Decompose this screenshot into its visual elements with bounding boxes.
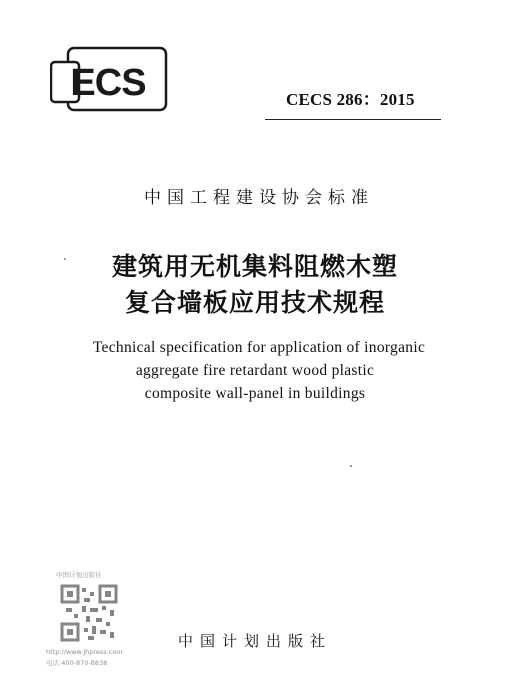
qr-phone-label: 电话:400-870-8838 (46, 659, 108, 667)
qr-url-label: http://www.jhpress.com (46, 648, 123, 656)
title-zh-line-1: 建筑用无机集料阻燃木塑 (111, 252, 398, 281)
title-en-line-2: aggregate fire retardant wood plastic (135, 362, 375, 379)
scan-speck (350, 465, 352, 467)
standard-number: CECS 286：2015 (286, 90, 415, 109)
header-divider (265, 119, 441, 120)
series-title: 中国工程建设协会标准 (144, 188, 374, 208)
qr-code-icon (60, 584, 118, 642)
qr-top-label: 中国计划出版社 (56, 571, 102, 579)
title-en-line-1: Technical specification for application of inorganic (92, 339, 426, 356)
title-en-line-3: composite wall-panel in buildings (144, 385, 366, 402)
publisher-name: 中国计划出版社 (178, 632, 333, 650)
ecs-logo (50, 45, 168, 115)
logo-text: ECS (70, 62, 146, 104)
title-zh-line-2: 复合墙板应用技术规程 (124, 288, 385, 317)
qr-code-block (42, 568, 134, 688)
scan-speck (64, 258, 66, 260)
